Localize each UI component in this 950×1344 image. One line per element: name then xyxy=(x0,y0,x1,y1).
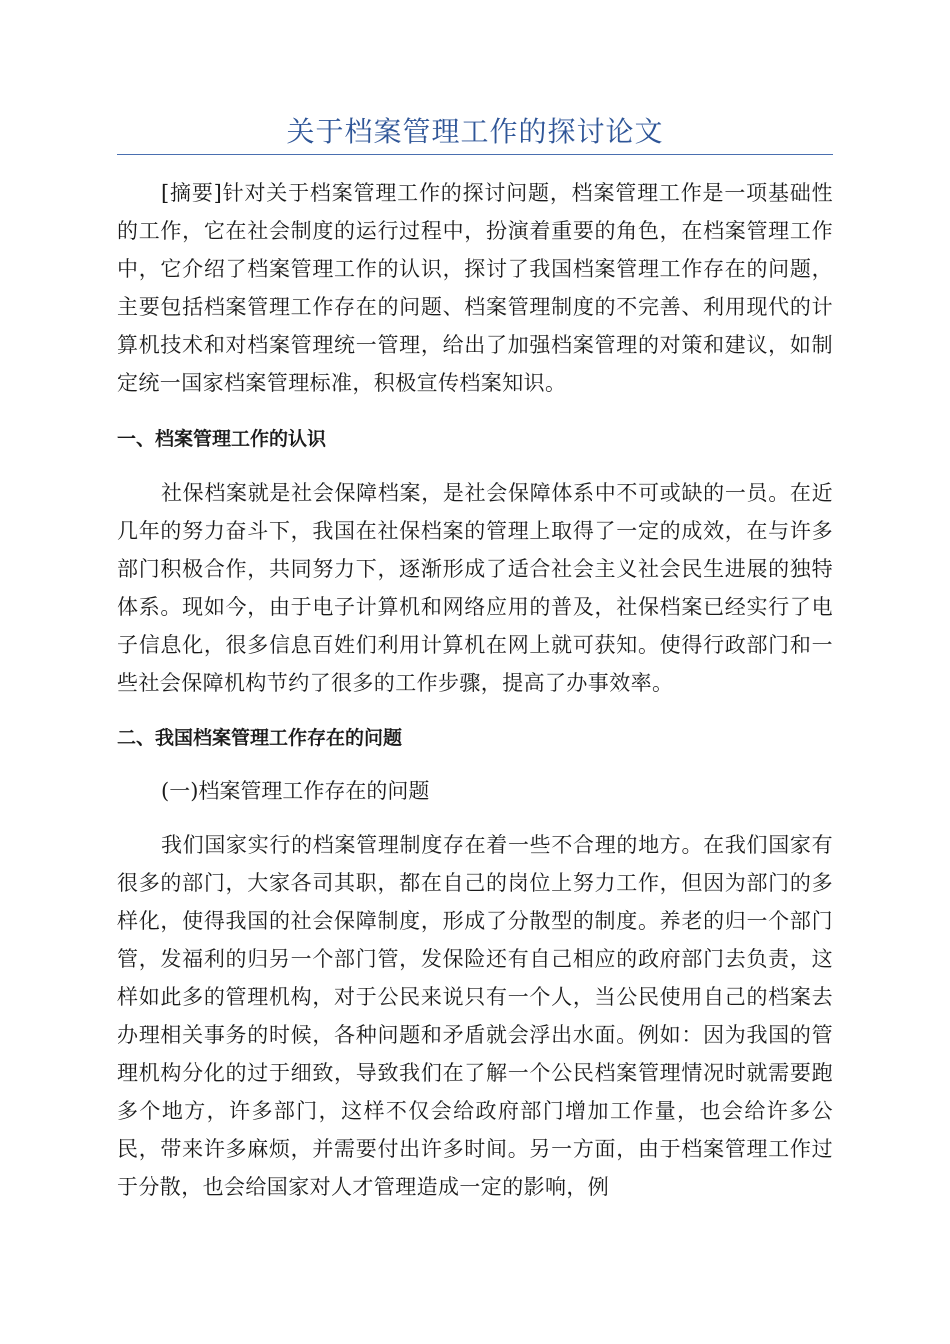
section-2-heading: 二、我国档案管理工作存在的问题 xyxy=(117,727,403,749)
section-1-paragraph: 社保档案就是社会保障档案，是社会保障体系中不可或缺的一员。在近几年的努力奋斗下，我国在社保档案的管理上取得了一定的成效，在与许多部门积极合作，共同努力下，逐渐形成了适合社会主义社会民生进展的独特体系。现如今，由于电子计算机和网络应用的普及，社保档案已经实行了电子信息化，很多信息百姓们利用计算机在网上就可获知。使得行政部门和一些社会保障机构节约了很多的工作步骤，提高了办事效率。 xyxy=(117,481,833,695)
document-title: 关于档案管理工作的探讨论文 xyxy=(286,115,664,148)
abstract-paragraph: [摘要]针对关于档案管理工作的探讨问题，档案管理工作是一项基础性的工作，它在社会制度的运行过程中，扮演着重要的角色，在档案管理工作中，它介绍了档案管理工作的认识，探讨了我国档案管理工作存在的问题，主要包括档案管理工作存在的问题、档案管理制度的不完善、利用现代的计算机技术和对档案管理统一管理，给出了加强档案管理的对策和建议，如制定统一国家档案管理标准，积极宣传档案知识。 xyxy=(117,181,833,395)
title-underline xyxy=(117,154,833,155)
section-2-paragraph: 我们国家实行的档案管理制度存在着一些不合理的地方。在我们国家有很多的部门，大家各司其职，都在自己的岗位上努力工作，但因为部门的多样化，使得我国的社会保障制度，形成了分散型的制度。养老的归一个部门管，发福利的归另一个部门管，发保险还有自己相应的政府部门去负责，这样如此多的管理机构，对于公民来说只有一个人，当公民使用自己的档案去办理相关事务的时候，各种问题和矛盾就会浮出水面。例如：因为我国的管理机构分化的过于细致，导致我们在了解一个公民档案管理情况时就需要跑多个地方，许多部门，这样不仅会给政府部门增加工作量，也会给许多公民，带来许多麻烦，并需要付出许多时间。另一方面，由于档案管理工作过于分散，也会给国家对人才管理造成一定的影响，例 xyxy=(117,833,833,1199)
section-2-subheading: (一)档案管理工作存在的问题 xyxy=(161,779,430,803)
section-1-heading: 一、档案管理工作的认识 xyxy=(117,428,327,450)
